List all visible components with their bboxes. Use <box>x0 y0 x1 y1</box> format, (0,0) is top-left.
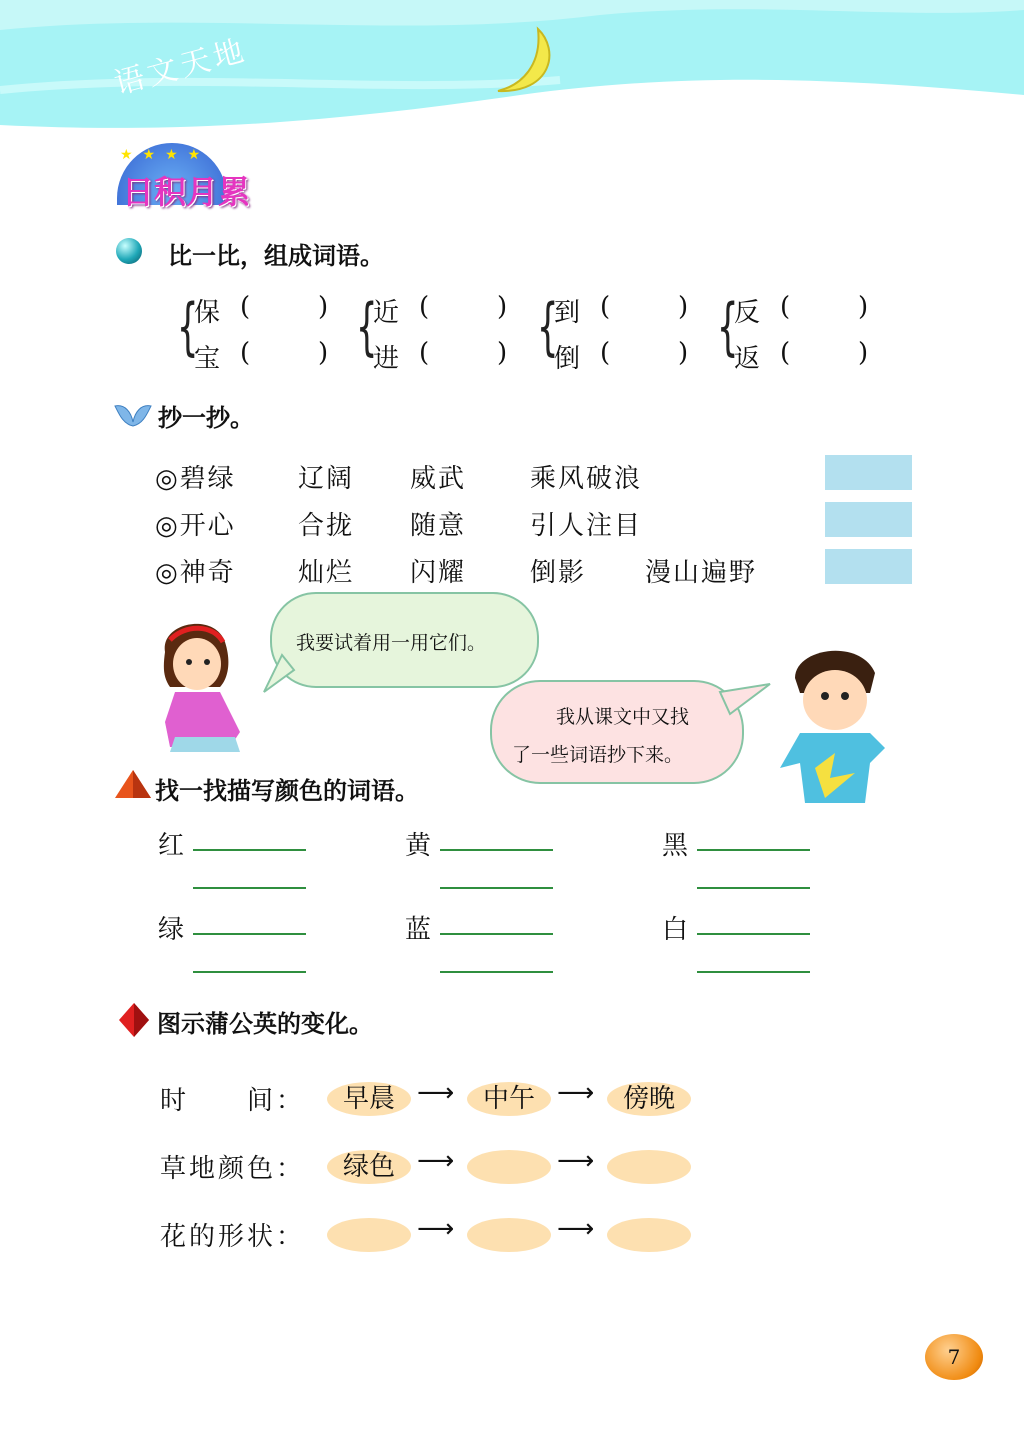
answer-blank[interactable] <box>800 338 855 372</box>
color-label: 黄 <box>405 831 432 861</box>
stage-oval[interactable] <box>467 1150 551 1184</box>
close-paren: ) <box>678 292 689 322</box>
word-item: 引人注目 <box>530 511 643 541</box>
word-item: 合拢 <box>298 511 355 541</box>
word-item: 乘风破浪 <box>530 464 643 494</box>
color-label: 黑 <box>662 831 689 861</box>
section4-title: 图示蒲公英的变化。 <box>157 1009 373 1038</box>
word-item: 随意 <box>410 511 467 541</box>
copy-box-3[interactable] <box>825 549 912 584</box>
pair-char: 倒 <box>554 344 581 374</box>
answer-line[interactable] <box>440 849 553 851</box>
answer-blank[interactable] <box>620 292 675 326</box>
arrow-icon: ⟶ <box>417 1146 455 1176</box>
answer-blank[interactable] <box>439 338 494 372</box>
answer-blank[interactable] <box>439 292 494 326</box>
answer-line[interactable] <box>440 933 553 935</box>
girl-illustration <box>145 612 255 752</box>
stars-icon: ★★★★ <box>120 147 211 163</box>
row-label: 草地颜色： <box>160 1154 306 1184</box>
header-title: 语文天地 <box>110 32 252 102</box>
answer-line[interactable] <box>697 971 810 973</box>
open-paren: ( <box>600 292 611 322</box>
color-label: 白 <box>662 915 689 945</box>
arrow-icon: ⟶ <box>557 1078 595 1108</box>
color-label: 蓝 <box>405 915 432 945</box>
stage-oval: 早晨 <box>327 1082 411 1116</box>
pair-char: 进 <box>373 344 400 374</box>
section2-title: 抄一抄。 <box>158 403 254 432</box>
word-item: 灿烂 <box>298 558 355 588</box>
close-paren: ) <box>858 338 869 368</box>
bubble-tail <box>715 682 775 722</box>
word-item: ◎神奇 <box>155 558 236 588</box>
open-paren: ( <box>780 338 791 368</box>
open-paren: ( <box>419 292 430 322</box>
word-pair-group <box>528 292 708 382</box>
copy-box-2[interactable] <box>825 502 912 537</box>
close-paren: ) <box>678 338 689 368</box>
arrow-icon: ⟶ <box>557 1146 595 1176</box>
row-label: 花的形状： <box>160 1222 306 1252</box>
stage-oval: 绿色 <box>327 1150 411 1184</box>
answer-line[interactable] <box>440 887 553 889</box>
boy-speech-bubble <box>490 680 744 784</box>
answer-line[interactable] <box>697 849 810 851</box>
word-item: 威武 <box>410 464 467 494</box>
close-paren: ) <box>497 292 508 322</box>
close-paren: ) <box>318 338 329 368</box>
pair-char: 反 <box>734 298 761 328</box>
word-pair-group <box>708 292 888 382</box>
word-item: ◎碧绿 <box>155 464 236 494</box>
word-pair-group <box>347 292 527 382</box>
close-paren: ) <box>318 292 329 322</box>
teal-ball-icon <box>116 238 142 264</box>
brace-icon: { <box>716 290 739 363</box>
brace-icon: { <box>176 290 199 363</box>
brace-icon: { <box>536 290 559 363</box>
pair-char: 宝 <box>194 344 221 374</box>
stage-oval[interactable] <box>467 1218 551 1252</box>
open-paren: ( <box>780 292 791 322</box>
word-item: 辽阔 <box>298 464 355 494</box>
color-label: 红 <box>158 831 185 861</box>
open-paren: ( <box>240 338 251 368</box>
boy-illustration <box>770 638 905 813</box>
section3-title: 找一找描写颜色的词语。 <box>155 776 419 805</box>
close-paren: ) <box>858 292 869 322</box>
answer-line[interactable] <box>193 887 306 889</box>
answer-line[interactable] <box>440 971 553 973</box>
butterfly-icon <box>113 402 153 428</box>
row-label: 时 间： <box>160 1086 306 1116</box>
open-paren: ( <box>419 338 430 368</box>
section1-title: 比一比，组成词语。 <box>168 241 384 270</box>
arrow-icon: ⟶ <box>417 1214 455 1244</box>
word-item: ◎开心 <box>155 511 236 541</box>
moon-icon <box>490 25 560 100</box>
answer-line[interactable] <box>697 887 810 889</box>
pair-char: 到 <box>554 298 581 328</box>
orange-triangle-icon <box>113 768 153 800</box>
word-item: 倒影 <box>530 558 587 588</box>
open-paren: ( <box>240 292 251 322</box>
word-item: 漫山遍野 <box>645 558 758 588</box>
answer-line[interactable] <box>193 849 306 851</box>
word-item: 闪耀 <box>410 558 467 588</box>
boy-speech-line2: 了一些词语抄下来。 <box>512 744 684 766</box>
answer-line[interactable] <box>193 933 306 935</box>
red-diamond-icon <box>118 1002 150 1038</box>
stage-oval[interactable] <box>607 1150 691 1184</box>
girl-speech-text: 我要试着用一用它们。 <box>296 632 487 654</box>
boy-speech-line1: 我从课文中又找 <box>556 706 690 728</box>
stage-oval: 傍晚 <box>607 1082 691 1116</box>
answer-line[interactable] <box>697 933 810 935</box>
stage-oval: 中午 <box>467 1082 551 1116</box>
page-number: 7 <box>925 1334 983 1380</box>
close-paren: ) <box>497 338 508 368</box>
pair-char: 近 <box>373 298 400 328</box>
answer-blank[interactable] <box>260 292 315 326</box>
color-label: 绿 <box>158 915 185 945</box>
copy-box-1[interactable] <box>825 455 912 490</box>
brace-icon: { <box>355 290 378 363</box>
arrow-icon: ⟶ <box>557 1214 595 1244</box>
bubble-tail <box>262 650 302 695</box>
logo <box>112 143 277 211</box>
logo-text: 日积月累 <box>122 173 251 211</box>
pair-char: 返 <box>734 344 761 374</box>
open-paren: ( <box>600 338 611 368</box>
stage-oval[interactable] <box>327 1218 411 1252</box>
word-pair-group <box>168 292 348 382</box>
stage-oval[interactable] <box>607 1218 691 1252</box>
answer-blank[interactable] <box>620 338 675 372</box>
answer-line[interactable] <box>193 971 306 973</box>
answer-blank[interactable] <box>260 338 315 372</box>
pair-char: 保 <box>194 298 221 328</box>
answer-blank[interactable] <box>800 292 855 326</box>
arrow-icon: ⟶ <box>417 1078 455 1108</box>
